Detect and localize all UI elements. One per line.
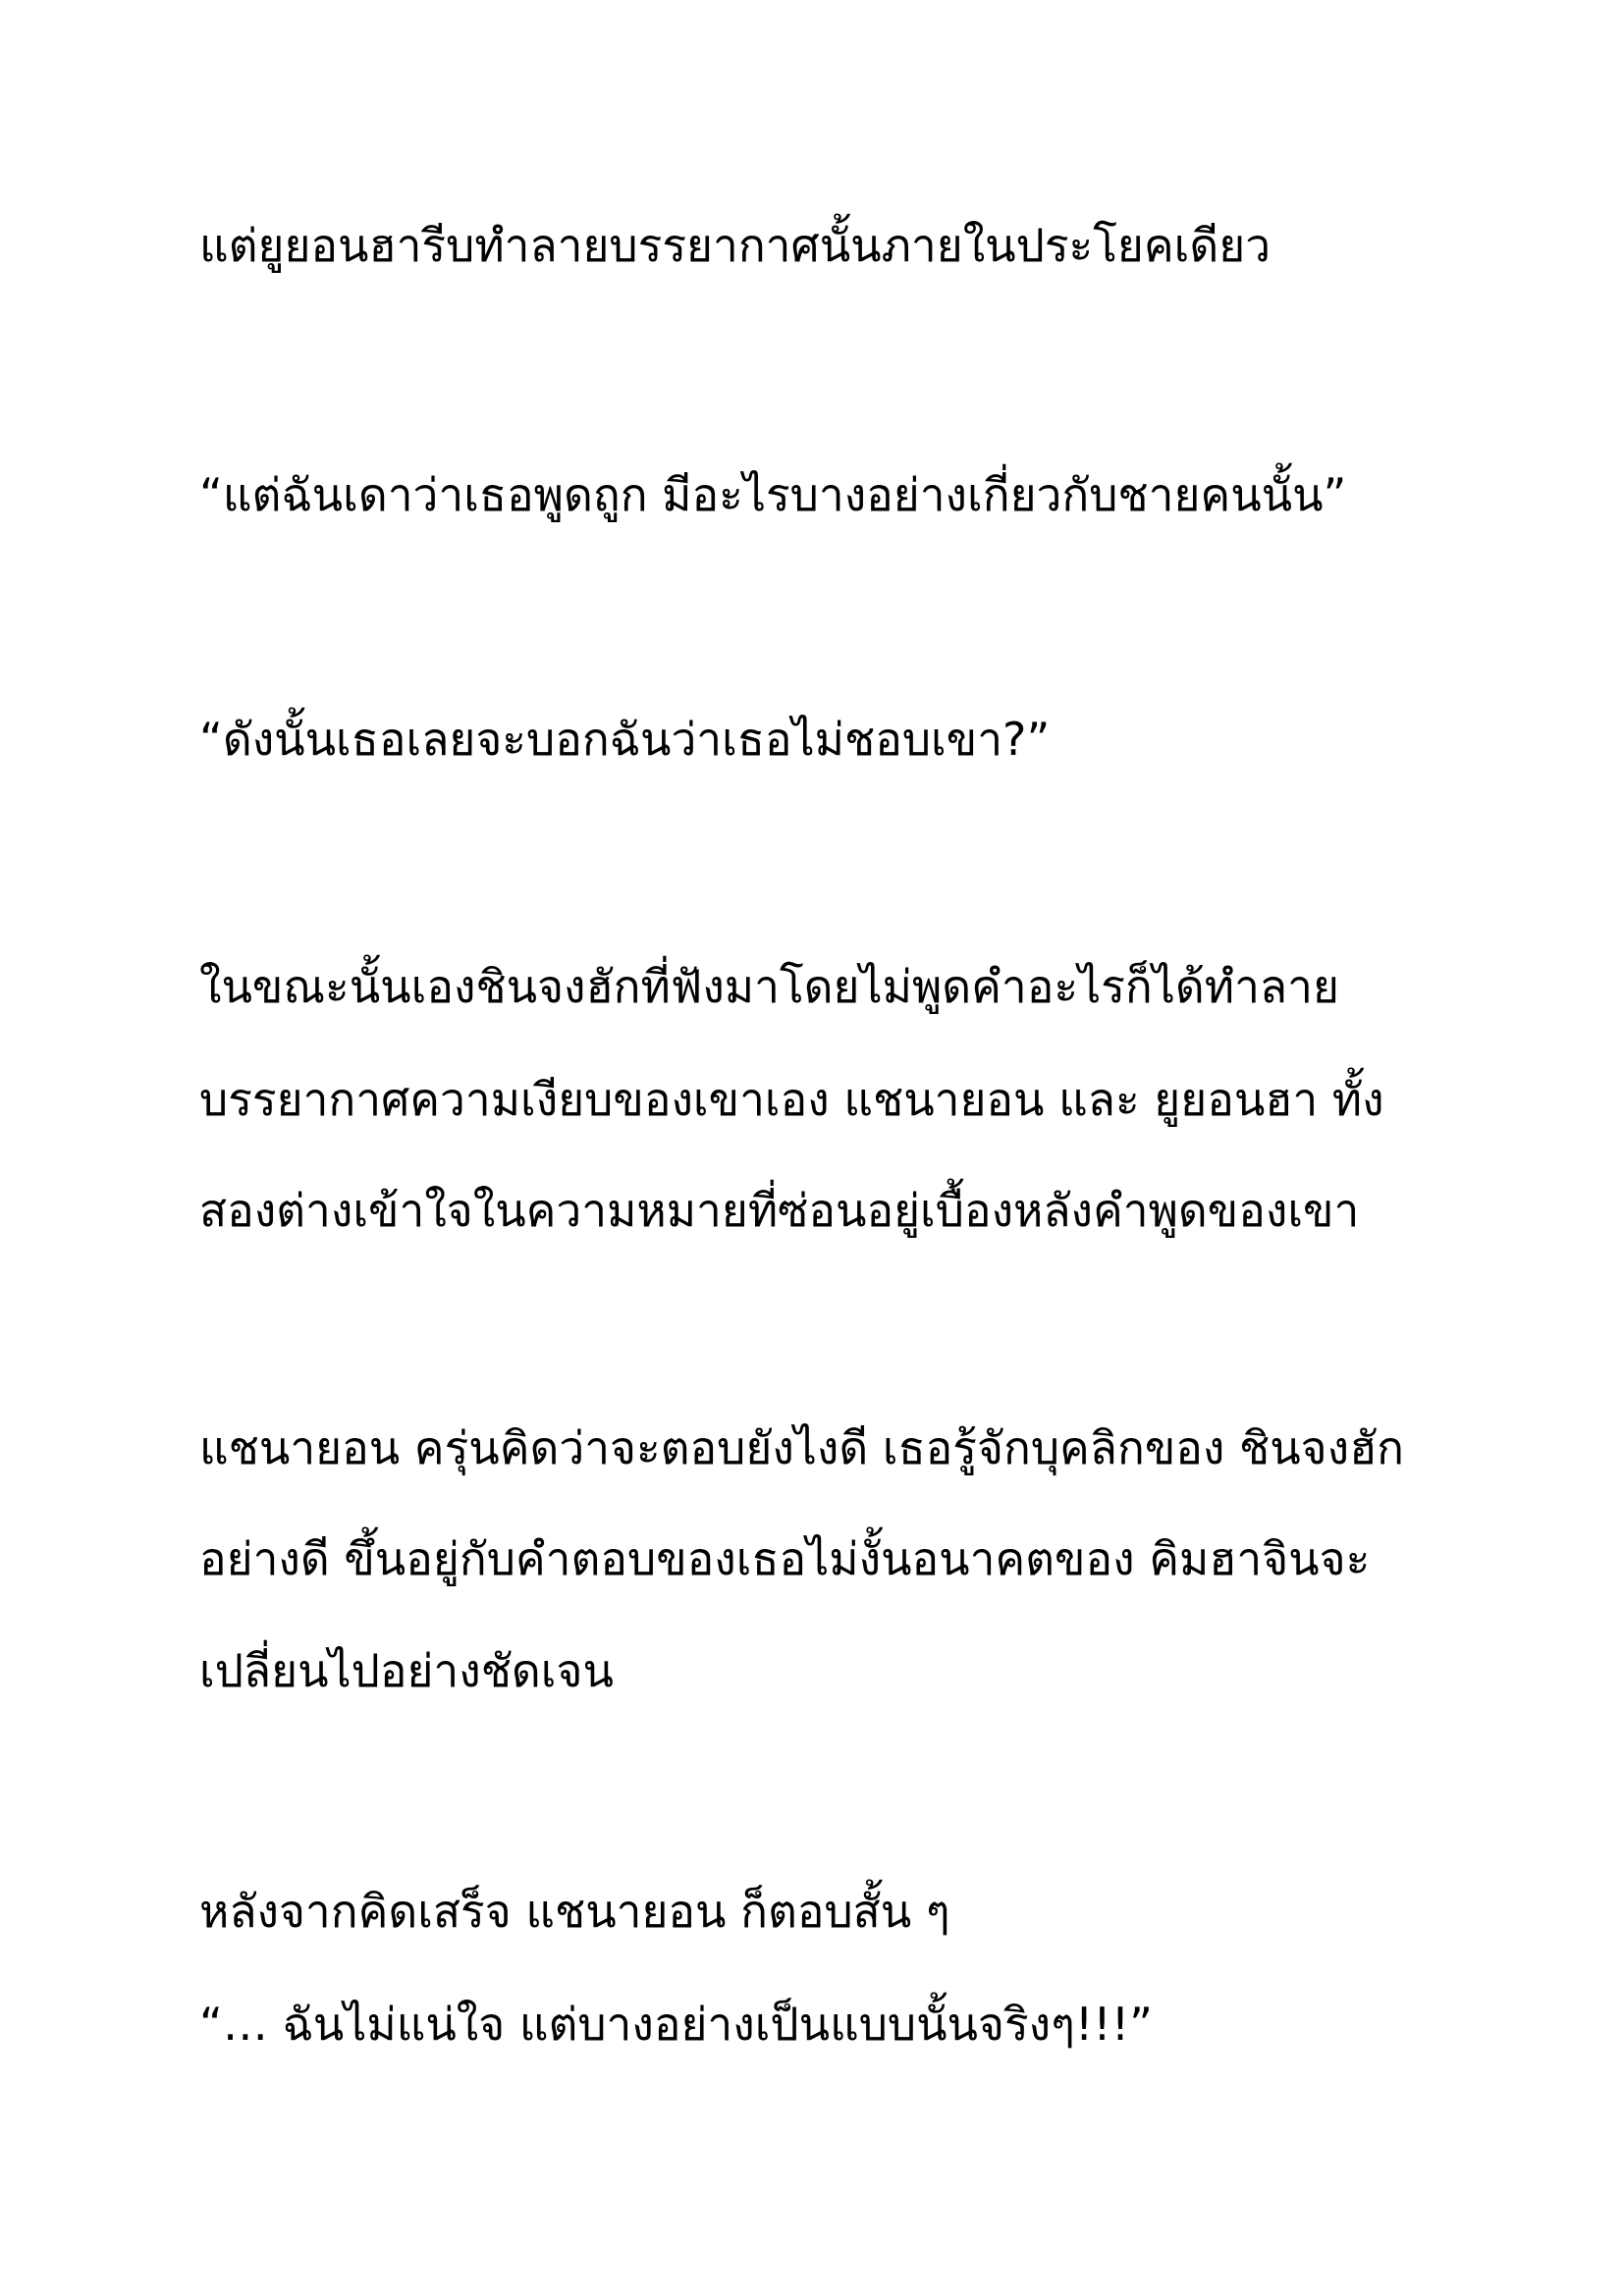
paragraph-5-line-1: แชนายอน ครุ่นคิดว่าจะตอบยังไงดี เธอรู้จักบุคลิกของ ชินจงฮัก [199, 1421, 1404, 1474]
paragraph-4-line-1: ในขณะนั้นเองชินจงฮักที่ฟังมาโดยไม่พูดคำอะไรก็ได้ทำลาย [199, 960, 1339, 1013]
paragraph-2-line-1: “แต่ฉันเดาว่าเธอพูดถูก มีอะไรบางอย่างเกี่ยวกับชายคนนั้น” [199, 468, 1347, 521]
paragraph-4-line-2: บรรยากาศความเงียบของเขาเอง แชนายอน และ ยูยอนฮา ทั้ง [199, 1073, 1384, 1126]
paragraph-5-line-2: อย่างดี ขึ้นอยู่กับคำตอบของเธอไม่งั้นอนาคตของ คิมฮาจินจะ [199, 1532, 1371, 1585]
paragraph-6-line-2: “… ฉันไม่แน่ใจ แต่บางอย่างเป็นแบบนั้นจริงๆ!!!” [199, 1998, 1153, 2051]
paragraph-6-line-1: หลังจากคิดเสร็จ แชนายอน ก็ตอบสั้น ๆ [199, 1885, 950, 1938]
paragraph-5-line-3: เปลี่ยนไปอย่างชัดเจน [199, 1644, 614, 1697]
paragraph-4-line-3: สองต่างเข้าใจในความหมายที่ซ่อนอยู่เบื้องหลังคำพูดของเขา [199, 1184, 1360, 1237]
paragraph-3-line-1: “ดังนั้นเธอเลยจะบอกฉันว่าเธอไม่ชอบเขา?” [199, 713, 1051, 766]
paragraph-1-line-1: แต่ยูยอนฮารีบทำลายบรรยากาศนั้นภายในประโยคเดียว [199, 219, 1272, 272]
